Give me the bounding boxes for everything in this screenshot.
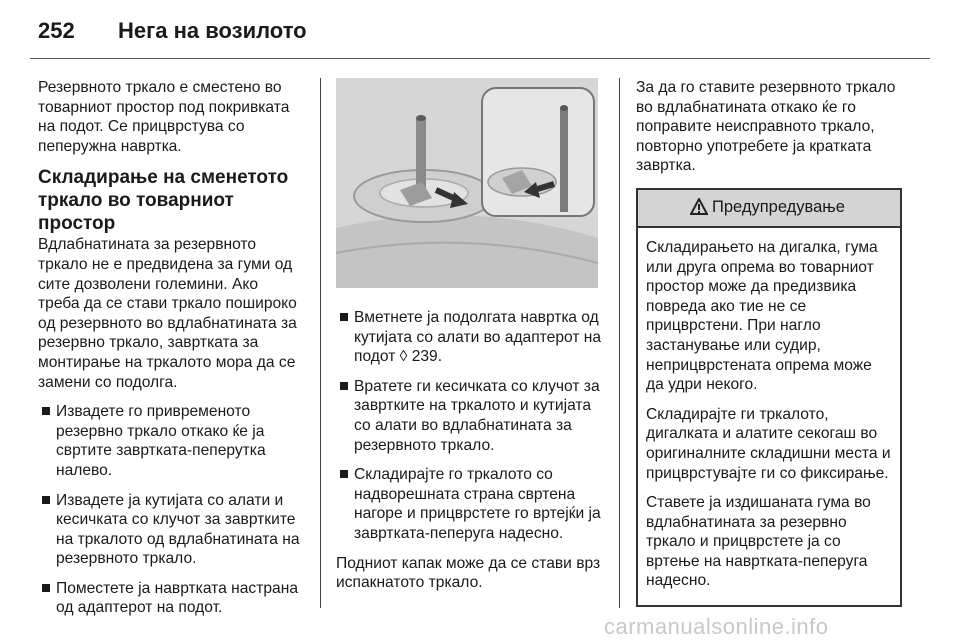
step-list — [38, 402, 302, 618]
bullet-icon — [42, 584, 50, 592]
warning-paragraph: Ставете ја издишаната гума во вдлабнатината за резервно тркало и прицврстете ја со вртење на навртката-пеперуга надесно. — [646, 494, 871, 590]
spare-wheel-drawing — [336, 78, 598, 288]
list-item: Вметнете ја подолгата наврткa од кутијата со алати во адаптерот на подот ◊ 239. — [336, 308, 602, 367]
warning-box — [636, 188, 902, 607]
warning-header — [638, 190, 900, 228]
header-divider — [30, 58, 930, 59]
spare-wheel-illustration — [336, 78, 598, 288]
warning-title: Предупредување — [712, 197, 845, 216]
bullet-icon — [42, 407, 50, 415]
bullet-icon — [340, 313, 348, 321]
warning-body — [638, 228, 900, 605]
column-right — [636, 78, 902, 607]
intro-paragraph: Резервното тркало е сместено во товарниот простор под покривката на подот. Се прицврстува со пеперужна наврткa. — [38, 79, 290, 155]
list-item: Извадете го привременото резервно тркало откако ќе ја свртите завртката-пеперутка налево. — [38, 402, 302, 480]
list-item: Вратете ги кесичката со клучот за завртките на тркалото и кутијата со алати во вдлабнатината за резервното тркало. — [336, 377, 602, 455]
closing-paragraph: Подниот капак може да се стави врз испакнатото тркало. — [336, 554, 601, 592]
watermark: carmanualsonline.info — [604, 614, 829, 639]
warning-paragraph: Складирајте ги тркалото, дигалката и алатите секогаш во оригиналните складишни места и прицврстувајте ги со фиксирање. — [646, 405, 891, 482]
bullet-icon — [340, 470, 348, 478]
intro-paragraph: За да го ставите резервното тркало во вдлабнатината откако ќе го поправите неисправното тркало, повторно употребете ја кратката завртка. — [636, 79, 896, 175]
column-divider-left — [320, 78, 321, 608]
column-middle — [336, 78, 602, 603]
list-item: Поместете ја навртката настрана од адаптерот на подот. — [38, 579, 302, 618]
list-item: Извадете ја кутијата со алати и кесичката со клучот за завртките на тркалото од вдлабнатината на резервното тркало. — [38, 491, 302, 569]
page-header — [0, 0, 960, 60]
warning-paragraph: Складирањето на дигалка, гума или друга опрема во товарниот простор може да предизвика повреда ако тие не се прицврстени. При нагло застанување или судир, неприцврстената опрема може да удри некого. — [646, 238, 878, 394]
bullet-icon — [42, 496, 50, 504]
bullet-icon — [340, 382, 348, 390]
section-heading: Складирање на сменетото тркало во товарниот простор — [38, 167, 289, 235]
column-divider-right — [619, 78, 620, 608]
list-item: Складирајте го тркалото со надворешната страна свртена нагоре и прицврстете го вртејќи ја завртката-пеперуга надесно. — [336, 465, 602, 543]
column-left — [38, 78, 302, 628]
page-title: Нега на возилото — [118, 18, 307, 43]
warning-triangle-icon — [690, 198, 708, 222]
step-list — [336, 308, 602, 544]
section-body: Вдлабнатината за резервното тркало не е предвидена за гуми од сите дозволени големини. Ако треба да се стави тркало пошироко од резервното во вдлабнатината за резервно тркало, завртката за монтирање на тркалото мора да се замени со подолга. — [38, 236, 297, 391]
page-number: 252 — [38, 18, 75, 43]
